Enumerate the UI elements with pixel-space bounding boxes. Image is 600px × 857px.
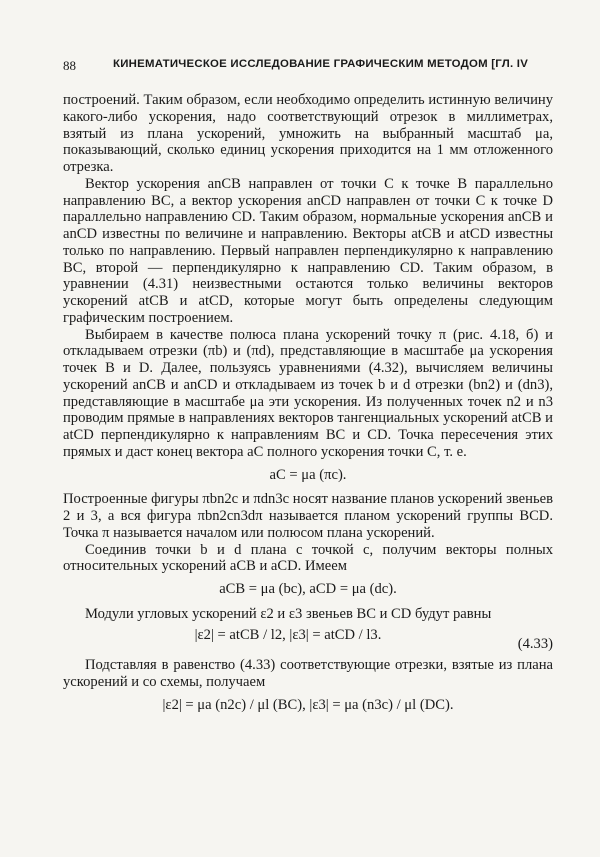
paragraph-7: Подставляя в равенство (4.33) соответствующие отрезки, взятые из плана ускорений и со схемы, получаем	[63, 657, 553, 690]
equation-ac: aC = μa (πc).	[269, 466, 347, 483]
paragraph-5: Соединив точки b и d плана с точкой c, получим векторы полных относительных ускорений aCB и aCD. Имеем	[63, 541, 553, 575]
page-number: 88	[63, 58, 76, 73]
running-title: КИНЕМАТИЧЕСКОЕ ИССЛЕДОВАНИЕ ГРАФИЧЕСКИМ МЕТОДОМ [ГЛ. IV	[113, 58, 529, 70]
page-body	[63, 92, 553, 722]
equation-angular-from-plan: |ε2| = μa (n2c) / μl (BC), |ε3| = μa (n3c) / μl (DC).	[162, 696, 454, 713]
equation-angular-body: |ε2| = atCB / l2, |ε3| = atCD / l3.	[194, 626, 382, 643]
equation-number: (4.33)	[517, 635, 553, 652]
paragraph-6: Модули угловых ускорений ε2 и ε3 звеньев BC и CD будут равны	[85, 605, 492, 622]
paragraph-2: Вектор ускорения anCB направлен от точки C к точке B параллельно направлению BC, а вектор ускорения anCD направлен от точки C к точке D параллельно направлению CD. Таким образом, нормальные ускорения anCB и anCD известны по величине и направлению. Векторы atCB и atCD известны только по направлению. Первый направлен перпендикулярно к направлению BC, второй — перпендикулярно к направлению CD. Таким образом, в уравнении (4.31) неизвестными остаются только величины векторов ускорений atCB и atCD, которые могут быть определены следующим графическим построением.	[63, 175, 553, 326]
paragraph-4: Построенные фигуры πbn2c и πdn3c носят название планов ускорений звеньев 2 и 3, а вся фигура πbn2cn3dπ называется планом ускорений группы BCD. Точка π называется началом или полюсом плана ускорений.	[63, 491, 553, 541]
paragraph-1: построений. Таким образом, если необходимо определить истинную величину какого-либо ускорения, надо соответствующий отрезок в миллиметрах, взятый из плана ускорений, умножить на выбранный масштаб μa, показывающий, сколько единиц ускорения приходится на 1 мм отложенного отрезка.	[63, 92, 553, 175]
equation-angular-accelerations	[63, 626, 553, 652]
equation-relative-accelerations: aCB = μa (bc), aCD = μa (dc).	[219, 581, 397, 597]
paragraph-3: Выбираем в качестве полюса плана ускорений точку π (рис. 4.18, б) и откладываем отрезки (πb) и (πd), представляющие в масштабе μa ускорения точек B и D. Далее, пользуясь уравнениями (4.32), вычисляем величины ускорений anCB и anCD и откладываем из точек b и d отрезки (bn2) и (dn3), представляющие в масштабе μa эти ускорения. Из полученных точек n2 и n3 проводим прямые в направлениях векторов тангенциальных ускорений atCB и atCD перпендикулярно к направлениям BC и CD. Точка пересечения этих прямых и даст конец вектора aC полного ускорения точки C, т. е.	[63, 326, 553, 460]
